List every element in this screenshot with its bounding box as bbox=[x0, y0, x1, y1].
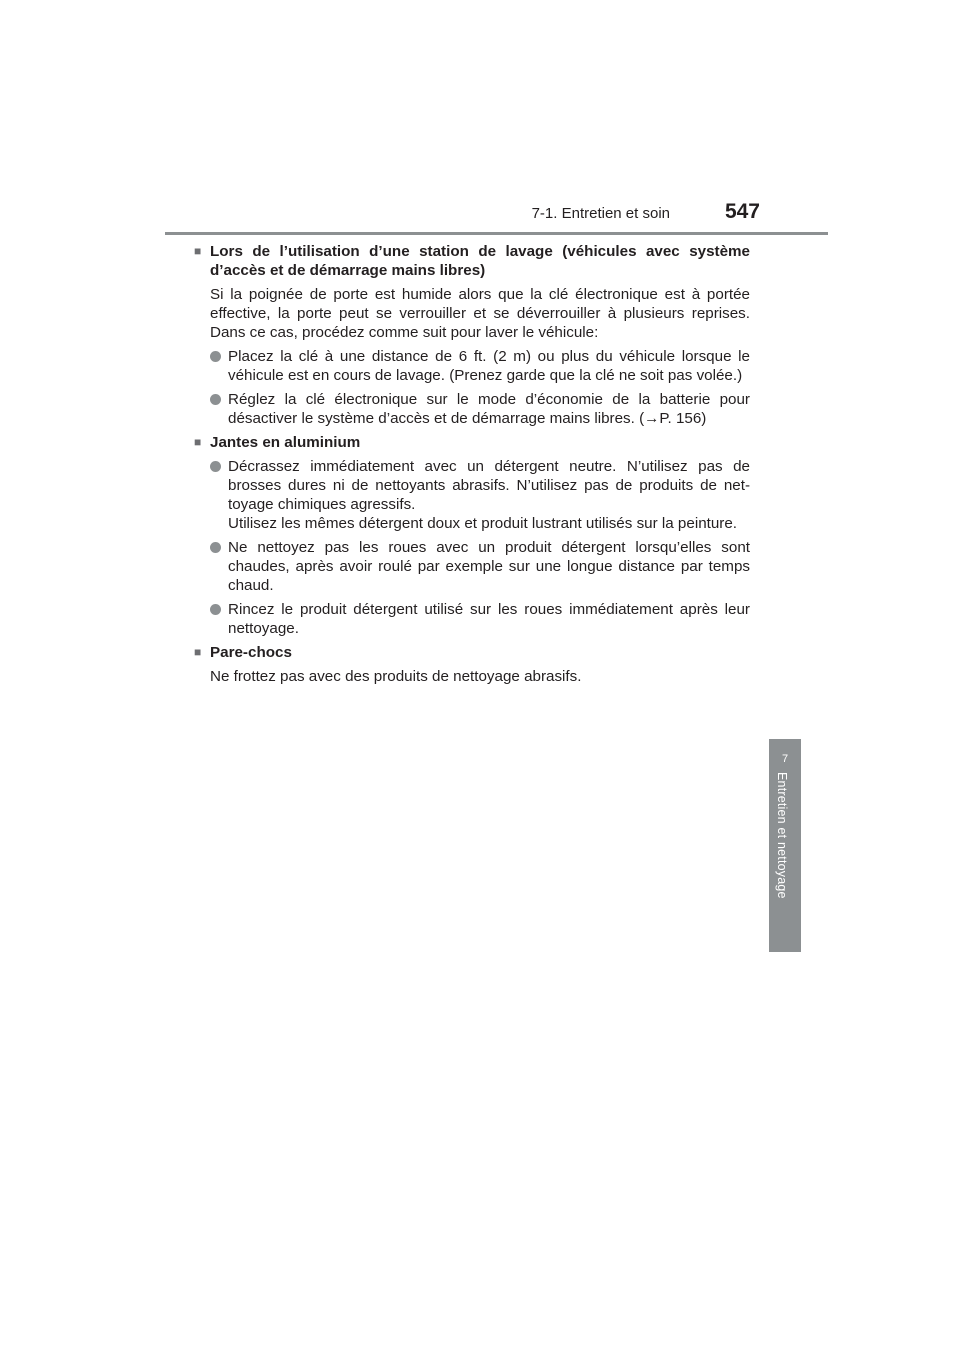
section-heading bbox=[194, 433, 750, 452]
list-item bbox=[210, 457, 750, 533]
section-title: 7-1. Entretien et soin bbox=[531, 205, 670, 222]
section-paragraph bbox=[210, 285, 750, 342]
circle-bullet-icon bbox=[210, 351, 221, 362]
bullet-line: véhicule est en cours de lavage. (Prenez garde que la clé ne soit pas volée.) bbox=[228, 367, 743, 384]
bullet-line: Rincez le produit détergent utilisé sur les roues immédiatement après leur bbox=[228, 601, 750, 618]
heading-line: Jantes en aluminium bbox=[210, 434, 361, 451]
bullet-line: Ne nettoyez pas les roues avec un produit détergent lorsqu’elles sont bbox=[228, 539, 750, 556]
section-heading bbox=[194, 643, 750, 662]
page-number: 547 bbox=[724, 200, 760, 223]
header-divider bbox=[165, 232, 828, 235]
section-paragraph bbox=[210, 667, 750, 686]
heading-line: d’accès et de démarrage mains libres) bbox=[210, 262, 486, 279]
square-bullet-icon: ■ bbox=[194, 435, 202, 449]
page-content bbox=[194, 242, 750, 691]
list-item bbox=[210, 538, 750, 595]
bullet-line: brosses dures ni de nettoyants abrasifs. N’utilisez pas de produits de net- bbox=[228, 477, 750, 494]
circle-bullet-icon bbox=[210, 394, 221, 405]
bullet-line: Décrassez immédiatement avec un détergent neutre. N’utilisez pas de bbox=[228, 458, 750, 475]
bullet-line: nettoyage. bbox=[228, 620, 299, 637]
chapter-title: Entretien et nettoyage bbox=[775, 772, 789, 899]
section-heading bbox=[194, 242, 750, 280]
paragraph-line: Si la poignée de porte est humide alors que la clé électronique est à portée bbox=[210, 286, 750, 303]
circle-bullet-icon bbox=[210, 542, 221, 553]
bullet-line: Réglez la clé électronique sur le mode d’économie de la batterie pour bbox=[228, 391, 750, 408]
list-item bbox=[210, 347, 750, 385]
heading-line: Lors de l’utilisation d’une station de lavage (véhicules avec système bbox=[210, 243, 750, 260]
square-bullet-icon: ■ bbox=[194, 645, 202, 659]
list-item bbox=[210, 390, 750, 428]
section-bumpers bbox=[194, 643, 750, 686]
circle-bullet-icon bbox=[210, 461, 221, 472]
bullet-line: Placez la clé à une distance de 6 ft. (2 m) ou plus du véhicule lorsque le bbox=[228, 348, 750, 365]
chapter-number: 7 bbox=[781, 753, 789, 765]
heading-line: Pare-chocs bbox=[210, 644, 292, 661]
square-bullet-icon: ■ bbox=[194, 244, 202, 258]
bullet-line: chaud. bbox=[228, 577, 274, 594]
paragraph-line: Ne frottez pas avec des produits de nettoyage abrasifs. bbox=[210, 668, 582, 685]
bullet-line: Utilisez les mêmes détergent doux et produit lustrant utilisés sur la peinture. bbox=[228, 515, 738, 532]
section-car-wash bbox=[194, 242, 750, 428]
circle-bullet-icon bbox=[210, 604, 221, 615]
bullet-line: chaudes, après avoir roulé par exemple sur une longue distance par temps bbox=[228, 558, 750, 575]
bullet-line: désactiver le système d’accès et de démarrage mains libres. (→P. 156) bbox=[228, 410, 707, 427]
paragraph-line: effective, la porte peut se verrouiller et se déverrouiller à plusieurs reprises. bbox=[210, 305, 750, 322]
paragraph-line: Dans ce cas, procédez comme suit pour laver le véhicule: bbox=[210, 324, 599, 341]
bullet-line: toyage chimiques agressifs. bbox=[228, 496, 416, 513]
list-item bbox=[210, 600, 750, 638]
section-aluminum-wheels bbox=[194, 433, 750, 638]
